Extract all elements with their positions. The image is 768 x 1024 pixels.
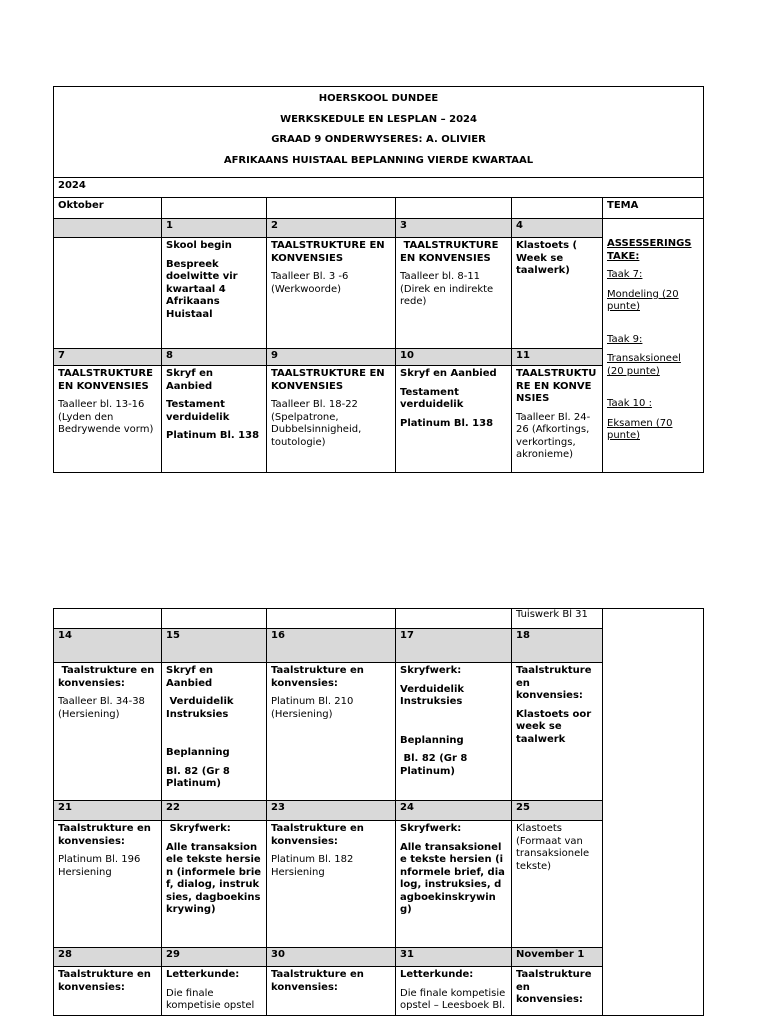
lesson-title: Skryfwerk: <box>400 665 462 676</box>
date-cell: 4 <box>512 219 603 238</box>
lesson-detail: Platinum Bl. 210 (Hersiening) <box>271 696 354 720</box>
task-7-label: Taak 7: <box>607 269 643 281</box>
lesson-cell <box>267 821 396 948</box>
lesson-title: Taalstrukture en konvensies: <box>271 823 364 847</box>
lesson-cell <box>267 967 396 1016</box>
lesson-title: TAALSTRUKTURE EN KONVENSIES <box>400 240 502 264</box>
lesson-cell <box>162 967 267 1016</box>
lesson-detail: Platinum Bl. 196 Hersiening <box>58 854 141 878</box>
grade-teacher: GRAAD 9 ONDERWYSERES: A. OLIVIER <box>271 134 486 145</box>
lesson-detail: Testament verduidelik <box>400 386 464 411</box>
lesson-detail: Taalleer Bl. 18-22 (Spelpatrone, Dubbelsinnigheid, toutologie) <box>271 399 362 448</box>
lesson-title: Letterkunde: <box>166 969 240 980</box>
lesson-title: Taalstrukture en konvensies: <box>271 665 364 689</box>
lesson-detail: Taalleer Bl. 24-26 (Afkortings, verkortings, akronieme) <box>516 411 591 461</box>
lesson-title: TAALSTRUKTURE EN KONVENSIES <box>516 368 597 405</box>
date-cell: 15 <box>162 629 267 663</box>
task-9-desc: Transaksioneel (20 punte) <box>607 353 681 377</box>
date-cell: 28 <box>54 948 162 967</box>
lesson-detail: Bl. 82 (Gr 8 Platinum) <box>166 765 230 789</box>
task-9-label: Taak 9: <box>607 333 643 345</box>
empty-cell <box>162 198 267 219</box>
lesson-title: Skool begin <box>166 240 232 252</box>
lesson-title: Skryf en Aanbied <box>166 665 214 689</box>
lesson-cell <box>396 663 512 801</box>
subject-title: AFRIKAANS HUISTAAL BEPLANNING VIERDE KWARTAAL <box>223 154 534 166</box>
lesson-title: Skryf en Aanbied <box>400 368 497 380</box>
lesson-detail: Bespreek doelwitte vir kwartaal 4 Afrikaans Huistaal <box>166 258 238 320</box>
date-cell: 21 <box>54 801 162 821</box>
date-cell: 8 <box>162 349 267 366</box>
date-cell: November 1 <box>512 948 603 967</box>
lesson-title: Taalstrukture en konvensies: <box>58 969 151 993</box>
schedule-table-october <box>53 86 704 473</box>
lesson-detail: Klastoets (Formaat van transaksionele tekste) <box>516 823 590 872</box>
date-cell: 2 <box>267 219 396 238</box>
lesson-title: Taalstrukture en konvensies: <box>516 665 592 701</box>
date-cell <box>54 219 162 238</box>
lesson-cell <box>396 821 512 948</box>
lesson-title: Taalstrukture en konvensies: <box>58 665 158 689</box>
lesson-detail: Taalleer bl. 8-11 (Direk en indirekte rede) <box>400 271 494 308</box>
lesson-title: Skryfwerk: <box>400 823 462 834</box>
lesson-detail: Klastoets oor week se taalwerk <box>516 708 592 745</box>
task-10-desc: Eksamen (70 punte) <box>607 417 673 442</box>
lesson-title: Skryfwerk: <box>166 823 231 834</box>
date-cell: 25 <box>512 801 603 821</box>
date-cell: 9 <box>267 349 396 366</box>
lesson-cell <box>54 821 162 948</box>
date-cell: 10 <box>396 349 512 366</box>
empty-cell <box>267 609 396 629</box>
lesson-detail: Verduidelik Instruksies <box>400 683 465 707</box>
lesson-title: Taalstrukture en konvensies: <box>516 969 592 1005</box>
empty-cell <box>267 198 396 219</box>
lesson-cell <box>512 967 603 1016</box>
lesson-detail: Die finale kompetisie opstel <box>166 987 255 1011</box>
date-cell: 23 <box>267 801 396 821</box>
lesson-cell <box>512 238 603 349</box>
lesson-cell <box>267 366 396 473</box>
lesson-detail: Alle transaksionele tekste hersien (informele brief, dialog, instruksies, dagboekinskrywing) <box>166 841 262 915</box>
lesson-cell <box>54 663 162 801</box>
lesson-cell <box>396 967 512 1016</box>
date-cell: 11 <box>512 349 603 366</box>
lesson-detail: Bl. 82 (Gr 8 Platinum) <box>400 753 471 777</box>
lesson-cell <box>512 366 603 473</box>
tema-header: TEMA <box>603 198 704 219</box>
date-cell: 31 <box>396 948 512 967</box>
lesson-detail: Taalleer Bl. 34-38 (Hersiening) <box>58 696 145 720</box>
lesson-cell <box>162 238 267 349</box>
lesson-title: Taalstrukture en konvensies: <box>58 823 151 847</box>
lesson-cell <box>396 366 512 473</box>
lesson-cell <box>162 663 267 801</box>
lesson-title: TAALSTRUKTURE EN KONVENSIES <box>271 240 385 264</box>
lesson-cell <box>54 967 162 1016</box>
lesson-detail: Testament verduidelik <box>166 399 230 423</box>
date-cell: 1 <box>162 219 267 238</box>
date-cell: 3 <box>396 219 512 238</box>
lesson-detail: Platinum Bl. 138 <box>400 417 494 429</box>
lesson-cell <box>267 238 396 349</box>
schedule-title: WERKSKEDULE EN LESPLAN – 2024 <box>280 113 477 125</box>
empty-cell <box>54 238 162 349</box>
lesson-cell <box>54 366 162 473</box>
lesson-title: Klastoets ( Week se taalwerk) <box>516 240 578 277</box>
empty-cell <box>512 198 603 219</box>
date-cell: 18 <box>512 629 603 663</box>
date-cell: 16 <box>267 629 396 663</box>
document-header <box>54 87 704 178</box>
lesson-detail: Taalleer bl. 13-16 (Lyden den Bedrywende vorm) <box>58 399 154 436</box>
lesson-detail: Die finale kompetisie opstel – Leesboek Bl. <box>400 987 506 1011</box>
task-7-desc: Mondeling (20 punte) <box>607 288 679 313</box>
year-cell: 2024 <box>54 178 704 198</box>
lesson-title: Taalstrukture en konvensies: <box>271 969 364 993</box>
homework-note: Tuiswerk Bl 31 <box>512 609 603 629</box>
assessment-title: ASSESSERINGS TAKE: <box>607 238 692 262</box>
lesson-detail: Platinum Bl. 138 <box>166 430 260 442</box>
lesson-detail: Platinum Bl. 182 Hersiening <box>271 854 354 878</box>
lesson-detail: Verduidelik Instruksies <box>166 696 238 720</box>
lesson-cell <box>512 663 603 801</box>
date-cell: 17 <box>396 629 512 663</box>
month-cell: Oktober <box>54 198 162 219</box>
date-cell: 29 <box>162 948 267 967</box>
date-cell: 7 <box>54 349 162 366</box>
tema-column-empty <box>603 609 704 1016</box>
lesson-cell <box>162 366 267 473</box>
empty-cell <box>162 609 267 629</box>
empty-cell <box>396 198 512 219</box>
empty-cell <box>396 609 512 629</box>
lesson-detail: Beplanning <box>400 734 464 746</box>
task-10-label: Taak 10 : <box>607 398 652 410</box>
lesson-title: TAALSTRUKTURE EN KONVENSIES <box>58 368 153 392</box>
date-cell: 30 <box>267 948 396 967</box>
lesson-cell <box>512 821 603 948</box>
lesson-detail: Beplanning <box>166 747 230 758</box>
lesson-title: TAALSTRUKTURE EN KONVENSIES <box>271 368 385 392</box>
lesson-title: Letterkunde: <box>400 969 474 980</box>
assessment-tasks-cell <box>603 219 704 473</box>
lesson-detail: Alle transaksionele tekste hersien (informele brief, dialog, instruksies, dagboekinskrywing) <box>400 841 505 915</box>
lesson-detail: Taalleer Bl. 3 -6 (Werkwoorde) <box>271 271 349 295</box>
lesson-cell <box>162 821 267 948</box>
lesson-cell <box>267 663 396 801</box>
date-cell: 14 <box>54 629 162 663</box>
schedule-table-continued <box>53 608 704 1016</box>
empty-cell <box>54 609 162 629</box>
school-name: HOERSKOOL DUNDEE <box>318 93 439 104</box>
date-cell: 24 <box>396 801 512 821</box>
date-cell: 22 <box>162 801 267 821</box>
lesson-title: Skryf en Aanbied <box>166 368 214 392</box>
lesson-cell <box>396 238 512 349</box>
